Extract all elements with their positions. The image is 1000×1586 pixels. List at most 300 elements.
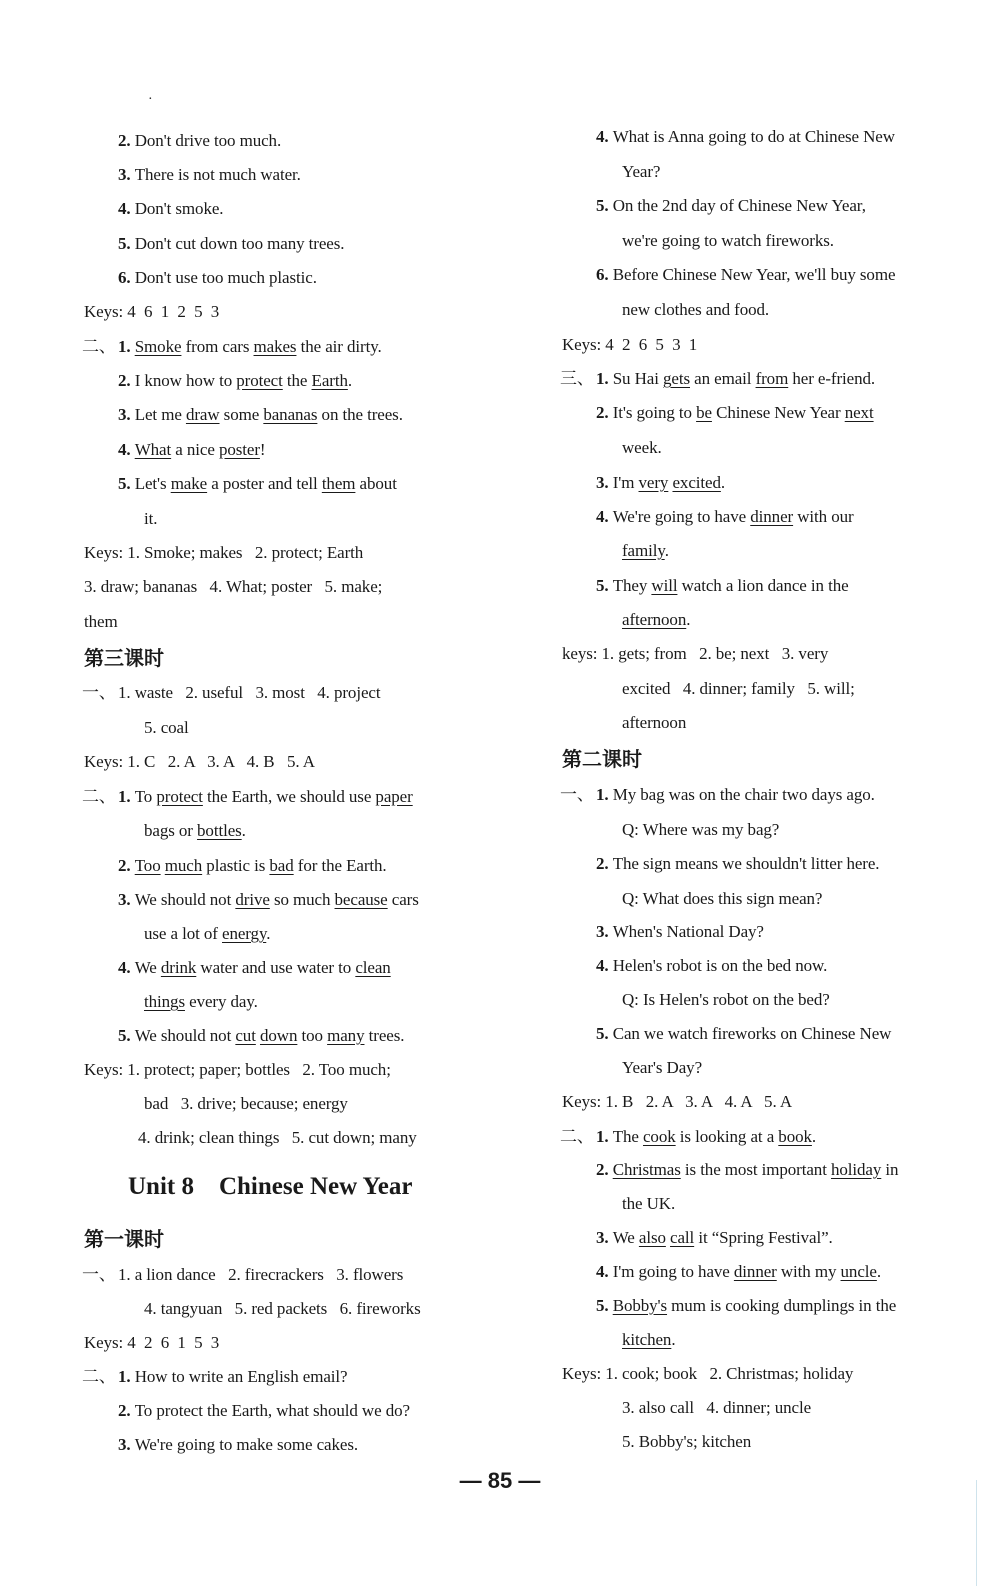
text-run: How to write an English email? [134,1367,348,1386]
underlined-word: draw [185,405,220,424]
text-run: 3. also call 4. dinner; uncle [622,1398,812,1417]
line-body [144,917,270,951]
item-number: 2. [118,131,135,150]
line-body [118,192,223,226]
answer-line [562,293,962,327]
answer-keys: Keys: 1. C 2. A 3. A 4. B 5. A [84,752,315,771]
text-run: What is Anna going to do at Chinese New [612,127,895,146]
text-run: I know how to [134,371,237,390]
line-body [596,500,854,534]
answer-line [84,1292,484,1326]
answer-line [562,500,962,534]
underlined-word: Christmas [612,1160,681,1179]
item-number: 4. [118,440,135,459]
line-body [118,364,352,398]
line-body [622,431,662,465]
answer-line [562,569,962,603]
text-run: I'm [612,473,639,492]
line-body [144,1087,348,1121]
line-body [596,1221,833,1255]
line-body [144,502,157,536]
answer-line [562,431,962,465]
text-run: from cars [181,337,254,356]
answer-line [562,362,962,396]
text-run: afternoon [622,713,687,732]
item-number: 4. [118,958,135,977]
text-run: Don't cut down too many trees. [134,234,345,253]
text-run: To [134,787,157,806]
text-run: They [612,576,652,595]
text-run: 4. drink; clean things 5. cut down; many [138,1128,417,1147]
item-number: 3. [118,890,135,909]
line-body [622,293,769,327]
answer-keys: Keys: 1. protect; paper; bottles 2. Too much; [84,1060,391,1079]
line-body [118,1428,358,1462]
underlined-word: makes [253,337,297,356]
line-body [596,258,895,292]
text-run: so much [269,890,335,909]
underlined-word: many [327,1026,365,1045]
line-body [622,882,822,916]
underlined-word: bottles [197,821,242,840]
text-run: Don't use too much plastic. [134,268,317,287]
answer-line [562,1187,962,1221]
answer-line [562,1120,962,1154]
line-body [622,534,669,568]
text-run: every day. [184,992,258,1011]
item-number: 5. [118,1026,135,1045]
answer-line [562,1017,962,1051]
underlined-word: gets [663,369,690,388]
answer-line [84,192,484,226]
item-number: 2. [596,854,613,873]
underlined-word: poster [218,440,260,459]
underlined-word: drive [235,890,270,909]
text-run: Q: Where was my bag? [622,820,780,839]
item-number: 5. [118,234,135,253]
answer-line [562,466,962,500]
answer-line [84,849,484,883]
answer-line [84,1121,484,1155]
answer-line [84,433,484,467]
answer-keys: Keys: 1. Smoke; makes 2. protect; Earth [84,543,364,562]
answer-line [84,605,484,639]
text-run: watch a lion dance in the [677,576,849,595]
line-body [118,1258,403,1292]
text-run: Year? [622,162,661,181]
item-number: 5. [596,1024,613,1043]
text-run: a poster and tell [207,474,322,493]
line-body [622,603,690,637]
underlined-word: Smoke [134,337,182,356]
answer-line [84,985,484,1019]
underlined-word: will [651,576,678,595]
answer-line [562,534,962,568]
answer-line [84,711,484,745]
item-number: 2. [118,371,135,390]
text-run: plastic is [202,856,270,875]
answer-keys: Keys: 1. B 2. A 3. A 4. A 5. A [562,1092,792,1111]
text-run: for the Earth. [293,856,387,875]
item-number: 3. [118,1435,135,1454]
answer-line [84,1087,484,1121]
text-run: a nice [171,440,219,459]
line-body [118,467,397,501]
line-body [138,1121,417,1155]
section-marker: 二、 [82,337,116,356]
text-run: 4. tangyuan 5. red packets 6. fireworks [144,1299,421,1318]
item-number: 3. [596,922,613,941]
text-run: is looking at a [675,1127,779,1146]
answer-line [562,813,962,847]
text-run: Chinese New Year [711,403,845,422]
underlined-word: call [670,1228,695,1247]
answer-line [562,224,962,258]
line-body [118,1360,347,1394]
line-body [596,1289,896,1323]
answer-line [562,983,962,1017]
line-body [118,780,413,814]
line-body [596,778,875,812]
item-number: 6. [596,265,613,284]
item-number: 1. [118,787,135,806]
underlined-word: cook [642,1127,676,1146]
text-run: My bag was on the chair two days ago. [612,785,875,804]
underlined-word: Bobby's [612,1296,668,1315]
text-run: We're going to have [612,507,751,526]
line-body [596,1120,816,1154]
line-body [84,570,382,604]
section-marker: 三、 [560,369,594,388]
text-run: Let's [134,474,171,493]
text-run: the Earth, we should use [202,787,376,806]
page-edge-mark [976,1480,997,1586]
underlined-word: Too [134,856,161,875]
text-run: 1. waste 2. useful 3. most 4. project [118,683,381,702]
text-run: . [664,541,669,560]
text-run: is the most important [680,1160,831,1179]
item-number: 5. [596,1296,613,1315]
answer-line [84,227,484,261]
item-number: 5. [596,576,613,595]
line-body [622,1323,676,1357]
answer-keys: Keys: 4 2 6 5 3 1 [562,335,698,354]
underlined-word: dinner [733,1262,777,1281]
text-run: ! [259,440,266,459]
section-heading: 第一课时 [84,1227,164,1251]
section-heading: 第二课时 [562,747,642,771]
text-run: them [84,612,118,631]
text-run: There is not much water. [134,165,301,184]
underlined-word: next [844,403,874,422]
text-run: new clothes and food. [622,300,770,319]
answer-keys: keys: 1. gets; from 2. be; next 3. very [562,644,829,663]
answer-line [84,124,484,158]
underlined-word: bananas [263,405,318,424]
text-run: . [671,1330,676,1349]
text-run: bad 3. drive; because; energy [144,1094,348,1113]
answer-line [84,1258,484,1292]
answer-line [84,502,484,536]
underlined-word: kitchen [622,1330,672,1349]
item-number: 2. [596,403,613,422]
item-number: 3. [596,1228,613,1247]
text-run: . [811,1127,817,1146]
line-body [118,227,344,261]
text-run: . [347,371,353,390]
text-run: We should not [134,890,236,909]
section-marker: 一、 [82,683,116,702]
item-number: 3. [118,405,135,424]
text-run: about [355,474,397,493]
item-number: 3. [118,165,135,184]
line-body [596,847,879,881]
text-run: cars [387,890,419,909]
item-number: 4. [596,956,613,975]
text-run: On the 2nd day of Chinese New Year, [612,196,866,215]
text-run: Q: Is Helen's robot on the bed? [622,990,830,1009]
answer-line [562,258,962,292]
line-body [622,706,686,740]
line-body [144,1292,421,1326]
answer-line [84,261,484,295]
line-body [622,155,660,189]
text-run: 5. coal [144,718,189,737]
line-body [118,261,317,295]
text-run: The sign means we shouldn't litter here. [612,854,880,873]
text-run: with my [776,1262,841,1281]
text-run: Can we watch fireworks on Chinese New [612,1024,892,1043]
text-run: bags or [144,821,198,840]
text-run: too [297,1026,328,1045]
answer-line [84,951,484,985]
item-number: 4. [596,127,613,146]
answer-line [562,120,962,154]
answer-line [84,1019,484,1053]
line-body [118,849,387,883]
underlined-word: What [134,440,172,459]
line-body [622,1187,675,1221]
text-run: Don't smoke. [134,199,224,218]
text-run: We [612,1228,639,1247]
line-body [118,1019,404,1053]
item-number: 5. [596,196,613,215]
unit-title: Unit 8 Chinese New Year [128,1173,413,1200]
line-body [144,985,258,1019]
text-run: 1. a lion dance 2. firecrackers 3. flowers [118,1265,404,1284]
text-run: We should not [134,1026,236,1045]
answer-line [562,1391,962,1425]
line-body [622,1391,811,1425]
text-run: 3. draw; bananas 4. What; poster 5. make; [84,577,383,596]
text-run: the air dirty. [296,337,382,356]
underlined-word: things [144,992,185,1011]
text-run: Let me [134,405,186,424]
line-body [596,915,764,949]
answer-line [562,1255,962,1289]
line-body [118,330,382,364]
underlined-word: protect [156,787,203,806]
line-body [118,433,265,467]
item-number: 1. [596,785,613,804]
underlined-word: much [164,856,203,875]
text-run: The [612,1127,643,1146]
item-number: 2. [118,856,135,875]
answer-line [562,1425,962,1459]
line-body [118,676,380,710]
line-body [144,814,246,848]
item-number: 3. [596,473,613,492]
underlined-word: cut [235,1026,256,1045]
text-run: use a lot of [144,924,223,943]
answer-line [84,570,484,604]
answer-line [84,398,484,432]
line-body [596,949,827,983]
text-run: with our [793,507,854,526]
line-body [596,120,895,154]
item-number: 4. [596,507,613,526]
answer-keys: Keys: 1. cook; book 2. Christmas; holiday [562,1364,854,1383]
text-run: Helen's robot is on the bed now. [612,956,828,975]
answer-line [84,467,484,501]
text-run: her e-friend. [788,369,876,388]
text-run: . [720,473,726,492]
text-run: some [219,405,264,424]
section-marker: 二、 [82,1367,116,1386]
text-run: mum is cooking dumplings in the [667,1296,897,1315]
line-body [118,398,403,432]
answer-line [84,780,484,814]
underlined-word: paper [375,787,413,806]
item-number: 1. [596,1127,613,1146]
underlined-word: Earth [311,371,348,390]
text-run: . [241,821,246,840]
answer-line [84,330,484,364]
text-run: trees. [364,1026,405,1045]
answer-line [562,603,962,637]
line-body [144,711,189,745]
text-run: Don't drive too much. [134,131,282,150]
text-run: it “Spring Festival”. [694,1228,833,1247]
text-run: the [282,371,312,390]
answer-line [562,1221,962,1255]
text-run: on the trees. [317,405,403,424]
answer-line [84,1394,484,1428]
answer-keys: Keys: 4 6 1 2 5 3 [84,302,220,321]
line-body [596,1153,898,1187]
text-run: it. [144,509,158,528]
underlined-word: afternoon [622,610,687,629]
section-marker: 一、 [560,785,594,804]
underlined-word: be [696,403,712,422]
text-run: water and use water to [196,958,356,977]
section-heading: 第三课时 [84,646,164,670]
underlined-word: drink [160,958,197,977]
line-body [622,1425,751,1459]
item-number: 4. [596,1262,613,1281]
item-number: 4. [118,199,135,218]
stray-dot: · [148,92,153,107]
item-number: 5. [118,474,135,493]
text-run: an email [690,369,756,388]
line-body [622,983,830,1017]
item-number: 2. [596,1160,613,1179]
answer-line [562,706,962,740]
item-number: 2. [118,1401,135,1420]
underlined-word: uncle [840,1262,877,1281]
underlined-word: down [259,1026,298,1045]
line-body [596,396,874,430]
answer-line [562,847,962,881]
underlined-word: book [778,1127,812,1146]
text-run: Q: What does this sign mean? [622,889,823,908]
line-body [118,1394,410,1428]
answer-line [562,1051,962,1085]
underlined-word: because [334,890,388,909]
item-number: 1. [596,369,613,388]
text-run: When's National Day? [612,922,764,941]
answer-line [562,672,962,706]
answer-line [562,1153,962,1187]
text-run: Before Chinese New Year, we'll buy some [612,265,896,284]
text-run: 5. Bobby's; kitchen [622,1432,752,1451]
underlined-word: family [622,541,665,560]
underlined-word: holiday [830,1160,882,1179]
answer-line [84,158,484,192]
line-body [118,883,419,917]
underlined-word: clean [355,958,391,977]
section-marker: 二、 [560,1127,594,1146]
line-body [622,1051,702,1085]
underlined-word: protect [236,371,283,390]
answer-line [562,778,962,812]
page-number: — 85 — [459,1468,541,1493]
item-number: 1. [118,337,135,356]
underlined-word: dinner [750,507,794,526]
underlined-word: from [755,369,789,388]
text-run: I'm going to have [612,1262,734,1281]
section-marker: 一、 [82,1265,116,1284]
answer-line [84,883,484,917]
text-run: . [876,1262,882,1281]
answer-line [84,814,484,848]
answer-line [562,882,962,916]
text-run: week. [622,438,662,457]
line-body [622,672,855,706]
line-body [118,951,391,985]
answer-keys: Keys: 4 2 6 1 5 3 [84,1333,220,1352]
answer-line [562,1289,962,1323]
underlined-word: them [321,474,356,493]
item-number: 1. [118,1367,135,1386]
text-run: We're going to make some cakes. [134,1435,358,1454]
underlined-word: energy [222,924,267,943]
text-run: To protect the Earth, what should we do? [134,1401,410,1420]
answer-line [84,917,484,951]
answer-line [84,676,484,710]
line-body [622,813,779,847]
line-body [84,605,118,639]
line-body [596,466,725,500]
underlined-word: bad [269,856,294,875]
text-run: . [686,610,691,629]
underlined-word: also [638,1228,666,1247]
section-marker: 二、 [82,787,116,806]
text-run: Year's Day? [622,1058,703,1077]
text-run: in [881,1160,899,1179]
answer-line [84,364,484,398]
text-run: excited 4. dinner; family 5. will; [622,679,855,698]
